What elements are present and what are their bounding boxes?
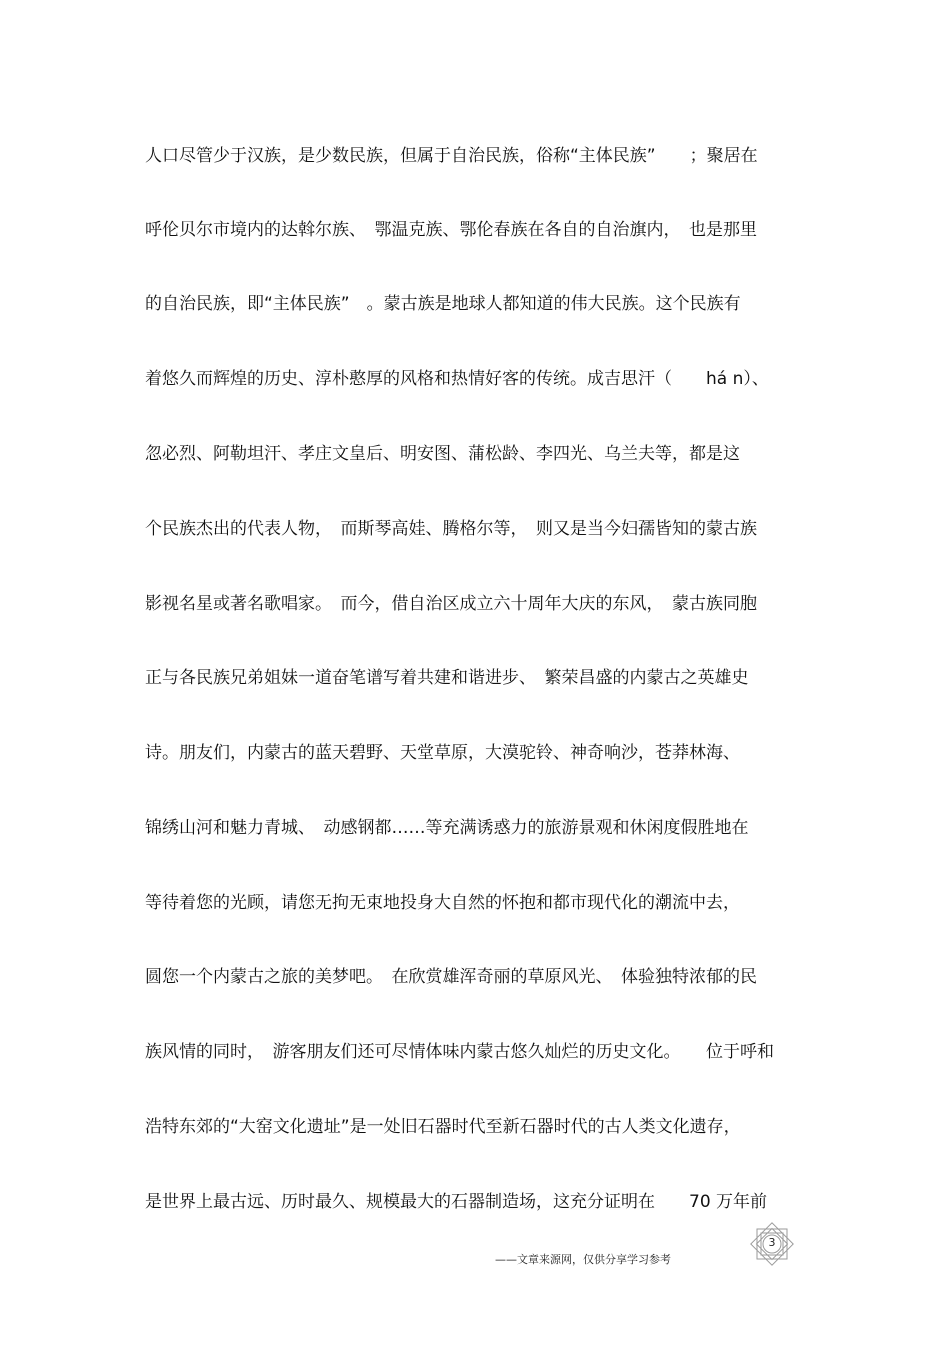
body-line-4: 着悠久而辉煌的历史、淳朴憨厚的风格和热情好客的传统。成吉思汗（ há n）、 xyxy=(145,369,769,389)
body-line-9: 诗。朋友们，内蒙古的蓝天碧野、天堂草原，大漠驼铃、神奇响沙，苍莽林海、 xyxy=(145,743,740,763)
body-line-5: 忽必烈、阿勒坦汗、孝庄文皇后、明安图、蒲松龄、李四光、乌兰夫等，都是这 xyxy=(145,444,740,464)
body-line-13: 族风情的同时， 游客朋友们还可尽情体味内蒙古悠久灿烂的历史文化。 位于呼和 xyxy=(145,1042,774,1062)
body-line-14: 浩特东郊的“大窑文化遗址”是一处旧石器时代至新石器时代的古人类文化遗存， xyxy=(145,1117,741,1137)
body-line-15: 是世界上最古远、历时最久、规模最大的石器制造场，这充分证明在 70 万年前 xyxy=(145,1192,768,1212)
body-line-12: 圆您一个内蒙古之旅的美梦吧。 在欣赏雄浑奇丽的草原风光、 体验独特浓郁的民 xyxy=(145,967,757,987)
source-note: ——文章来源网，仅供分享学习参考 xyxy=(495,1253,671,1266)
body-line-6: 个民族杰出的代表人物， 而斯琴高娃、腾格尔等， 则又是当今妇孺皆知的蒙古族 xyxy=(145,519,757,539)
body-line-8: 正与各民族兄弟姐妹一道奋笔谱写着共建和谐进步、 繁荣昌盛的内蒙古之英雄史 xyxy=(145,668,749,688)
body-line-10: 锦绣山河和魅力青城、 动感钢都……等充满诱惑力的旅游景观和休闲度假胜地在 xyxy=(145,818,749,838)
body-line-1: 人口尽管少于汉族，是少数民族，但属于自治民族，俗称“主体民族” ；聚居在 xyxy=(145,146,758,166)
body-line-3: 的自治民族，即“主体民族” 。蒙古族是地球人都知道的伟大民族。这个民族有 xyxy=(145,294,741,314)
body-line-11: 等待着您的光顾，请您无拘无束地投身大自然的怀抱和都市现代化的潮流中去， xyxy=(145,893,740,913)
body-line-7: 影视名星或著名歌唱家。 而今，借自治区成立六十周年大庆的东风， 蒙古族同胞 xyxy=(145,594,757,614)
body-line-2: 呼伦贝尔市境内的达斡尔族、 鄂温克族、鄂伦春族在各自的自治旗内， 也是那里 xyxy=(145,220,757,240)
page-number: 3 xyxy=(768,1236,776,1249)
